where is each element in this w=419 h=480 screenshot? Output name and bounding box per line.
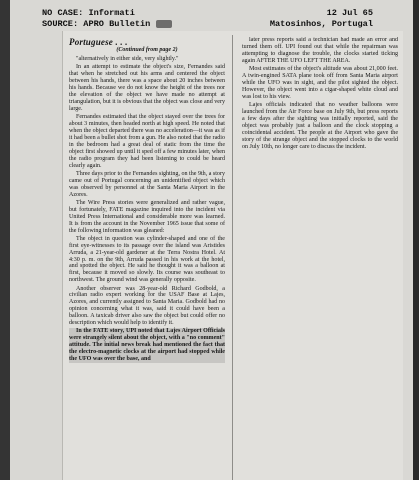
article-paragraph: Fernandes estimated that the object stayed over the trees for about 3 minutes, then headed north at high speed. He noted that when the object departed there was no acceleration—it was as if it had been a bullet shot from a gun. He also noted that the radio in the bedroom had a great deal of static from the time the object first showed up until it sped off a few minutes later, when the radio program they had been listening to could be heard clearly again. bbox=[69, 113, 225, 169]
index-header bbox=[24, 5, 407, 33]
article-paragraph: The object in question was cylinder-shaped and one of the first eye-witnesses to its passage over the island was Aristides Arruda, a 21-year-old gardener at the Terra Nostra Hotel. At 4:30 p. m. on the 9th, Arruda passed in his work at the hotel, and spotted the object. He said he thought it was a balloon at first, because it moved so slowly. Its course was southeast to northwest. The ground wind was generally opposite. bbox=[69, 235, 225, 284]
article-column-right bbox=[242, 37, 398, 237]
date-text: 12 Jul 65 bbox=[326, 8, 373, 18]
scan-edge-left bbox=[0, 0, 10, 480]
location-text: Matosinhos, Portugal bbox=[269, 19, 373, 29]
continued-note: (Continued from page 2) bbox=[116, 46, 178, 53]
article-paragraph: Another observer was 28-year-old Richard Godbold, a civilian radio expert working for the USAF Base at Lajes, Azores, and currently assigned to Santa Maria. Godbold had no opinion concerning what it was, said it could have been a balloon. A taxicab driver also saw the object but could offer no description which would help to identify it. bbox=[69, 285, 225, 327]
article-paragraph: Three days prior to the Fernandes sighting, on the 9th, a story came out of Portugal concerning an unidentified object which was observed by personnel at the Santa Maria Airport in the Azores. bbox=[69, 170, 225, 198]
source-row bbox=[42, 19, 172, 30]
source-value: APRO Bulletin bbox=[83, 19, 151, 29]
article-paragraph: "alternatively in either side, very slightly." bbox=[76, 55, 179, 62]
article-paragraph: The Wire Press stories were generalized and rather vague, but fortunately, FATE magazine inquired into the incident via United Press International and considerable more was learned. It is from the account in the November 1965 issue that some of the following information was gleaned: bbox=[69, 199, 225, 234]
article-paragraph: later press reports said a technician had made an error and turned them off. UPI found out that while the repairman was attempting to diagnose the trouble, the clocks started ticking again AFTER THE UFO LEFT THE AREA. bbox=[242, 37, 398, 64]
article-headline: Portuguese . . . bbox=[69, 37, 128, 47]
column-divider bbox=[232, 35, 233, 480]
scan-edge-right bbox=[413, 0, 419, 480]
date-location-block bbox=[270, 8, 373, 30]
article-paragraph: In an attempt to estimate the object's size, Fernandes said that when he stretched out his arms and centered the object between his hands, there was a space about 20 inches between his hands. Because we do not know the height of the trees nor the elevation of the object we have made no attempt at triangulation, but it is obvious that the object was close and very large. bbox=[69, 64, 225, 112]
case-row bbox=[42, 8, 172, 19]
ink-smudge bbox=[156, 20, 172, 28]
article-paragraph: Most estimates of the object's altitude was about 21,000 feet. A twin-engined SATA plane took off from Santa Maria airport while the UFO was in sight, and the pilot sighted the object. However, the object went into a cigar-shaped white cloud and was lost to his view. bbox=[242, 66, 398, 100]
article-column-left bbox=[69, 37, 225, 480]
newspaper-clipping bbox=[62, 31, 403, 480]
case-value: Informati bbox=[88, 8, 135, 18]
article-paragraph: Lajes officials indicated that no weather balloons were launched from the Air Force base on July 9th, but press reports a few days after the sighting was initially reported, said the object was probably just a balloon and the clock stopping a coincidental accident. The people at the Airport who gave the story of the strange object and the stopped clocks to the world on July 10th, no longer care to discuss the incident. bbox=[242, 101, 398, 150]
case-source-block bbox=[42, 8, 172, 30]
source-label: SOURCE: bbox=[42, 19, 79, 29]
article-paragraph: In the FATE story, UPI noted that Lajes Airport Officials were strangely silent about the object, with a "no comment" attitude. The initial news break had mentioned the fact that the electro-magnetic clocks at the airport had stopped while the UFO was over the base, and bbox=[69, 328, 225, 363]
case-label: NO CASE: bbox=[42, 8, 84, 18]
